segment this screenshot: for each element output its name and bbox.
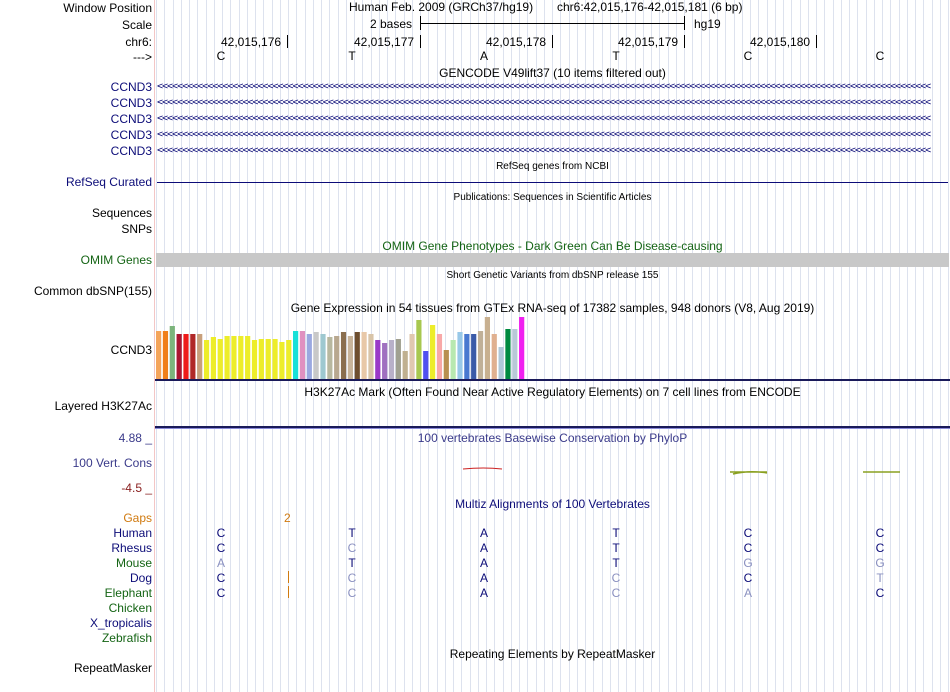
species-label[interactable]: Elephant — [104, 586, 152, 600]
scale-bar-text: 2 bases — [370, 17, 413, 31]
gencode-item-label[interactable]: CCND3 — [110, 144, 152, 158]
position-text[interactable]: chr6:42,015,176-42,015,181 (6 bp) — [557, 0, 743, 14]
alignment-base: T — [612, 556, 620, 570]
alignment-base: T — [612, 526, 620, 540]
species-label[interactable]: Dog — [129, 571, 152, 585]
gtex-track-title[interactable]: Gene Expression in 54 tissues from GTEx RNA-seq of 17382 samples, 948 donors (V8, Aug 2019) — [290, 301, 815, 315]
gtex-tissue-bar[interactable] — [389, 340, 394, 379]
gtex-tissue-bar[interactable] — [238, 336, 243, 379]
coordinate-label: 42,015,176 — [221, 35, 282, 49]
coordinate-label: 42,015,180 — [750, 35, 811, 49]
gtex-tissue-bar[interactable] — [499, 347, 504, 379]
omim-track-title[interactable]: OMIM Gene Phenotypes - Dark Green Can Be Disease-causing — [382, 239, 723, 253]
cons-peak-positive — [463, 468, 502, 469]
window-position-label: Window Position — [63, 1, 152, 15]
gtex-tissue-bar[interactable] — [444, 350, 449, 379]
reference-base: A — [479, 49, 489, 63]
alignment-base: C — [875, 541, 885, 555]
cons-track-label[interactable]: 100 Vert. Cons — [72, 456, 152, 470]
alignment-base: A — [479, 586, 489, 600]
gtex-tissue-bar[interactable] — [272, 339, 277, 379]
alignment-base: G — [743, 556, 753, 570]
alignment-base: C — [216, 526, 226, 540]
gtex-tissue-bar[interactable] — [492, 334, 497, 379]
gtex-tissue-bar[interactable] — [519, 317, 524, 379]
gtex-tissue-bar[interactable] — [478, 331, 483, 379]
species-label[interactable]: Mouse — [115, 556, 152, 570]
gtex-tissue-bar[interactable] — [430, 325, 435, 379]
gtex-tissue-bar[interactable] — [396, 339, 401, 379]
scale-bar-right-cap — [684, 16, 685, 30]
gtex-bar-chart[interactable] — [155, 312, 950, 384]
species-label[interactable]: Human — [113, 526, 152, 540]
cons-wiggle-plot[interactable] — [155, 460, 950, 480]
dbsnp-track-label[interactable]: Common dbSNP(155) — [33, 284, 152, 298]
gtex-tissue-bar[interactable] — [156, 331, 161, 379]
multiz-track-title[interactable]: Multiz Alignments of 100 Vertebrates — [455, 497, 650, 511]
gtex-tissue-bar[interactable] — [409, 334, 414, 379]
coordinate-tick — [684, 35, 685, 48]
omim-gene-bar[interactable] — [156, 253, 949, 267]
gtex-tissue-bar[interactable] — [403, 351, 408, 379]
alignment-base: C — [743, 541, 753, 555]
alignment-base: T — [348, 526, 356, 540]
assembly-text: Human Feb. 2009 (GRCh37/hg19) — [349, 0, 534, 14]
scale-label: Scale — [121, 18, 152, 32]
gtex-tissue-bar[interactable] — [341, 332, 346, 379]
cons-max-label: 4.88 _ — [118, 431, 152, 445]
reference-base: T — [348, 49, 356, 63]
gtex-tissue-bar[interactable] — [293, 331, 298, 379]
alignment-base: C — [216, 571, 226, 585]
coordinate-label: 42,015,179 — [618, 35, 679, 49]
refseq-track-label[interactable]: RefSeq Curated — [65, 175, 152, 189]
gtex-baseline — [155, 379, 950, 381]
gtex-tissue-bar[interactable] — [225, 336, 230, 379]
gtex-track-label[interactable]: CCND3 — [110, 343, 152, 357]
publications-label-line1[interactable]: Sequences — [91, 206, 152, 220]
gtex-tissue-bar[interactable] — [368, 334, 373, 379]
gtex-tissue-bar[interactable] — [314, 332, 319, 379]
species-label[interactable]: Rhesus — [111, 541, 152, 555]
gencode-transcript-line[interactable]: <<<<<<<<<<<<<<<<<<<<<<<<<<<<<<<<<<<<<<<<<<<<<<<<<<<<<<<<<<<<<<<<<<<<<<<<<<<<<<<<<<<<<<<<<<<<<<<<<<<<<<<<<<<<<<<<<<<<<<<<<<<<<<<<<<<<<<<<<<<<<<<<<<<<<<<<<< — [157, 145, 931, 156]
gtex-tissue-bar[interactable] — [505, 329, 510, 379]
gtex-tissue-bar[interactable] — [382, 343, 387, 379]
gaps-label: Gaps — [123, 511, 152, 525]
coordinate-tick — [816, 35, 817, 48]
refseq-gene-line[interactable] — [157, 182, 948, 183]
gtex-tissue-bar[interactable] — [348, 336, 353, 379]
strand-arrow-label: ---> — [133, 50, 152, 64]
species-label[interactable]: Chicken — [108, 601, 152, 615]
gencode-transcript-line[interactable]: <<<<<<<<<<<<<<<<<<<<<<<<<<<<<<<<<<<<<<<<<<<<<<<<<<<<<<<<<<<<<<<<<<<<<<<<<<<<<<<<<<<<<<<<<<<<<<<<<<<<<<<<<<<<<<<<<<<<<<<<<<<<<<<<<<<<<<<<<<<<<<<<<<<<<<<<<< — [157, 113, 931, 124]
gencode-transcript-line[interactable]: <<<<<<<<<<<<<<<<<<<<<<<<<<<<<<<<<<<<<<<<<<<<<<<<<<<<<<<<<<<<<<<<<<<<<<<<<<<<<<<<<<<<<<<<<<<<<<<<<<<<<<<<<<<<<<<<<<<<<<<<<<<<<<<<<<<<<<<<<<<<<<<<<<<<<<<<<< — [157, 97, 931, 108]
refseq-track-title[interactable]: RefSeq genes from NCBI — [496, 161, 609, 172]
coordinate-label: 42,015,178 — [486, 35, 547, 49]
gencode-transcript-line[interactable]: <<<<<<<<<<<<<<<<<<<<<<<<<<<<<<<<<<<<<<<<<<<<<<<<<<<<<<<<<<<<<<<<<<<<<<<<<<<<<<<<<<<<<<<<<<<<<<<<<<<<<<<<<<<<<<<<<<<<<<<<<<<<<<<<<<<<<<<<<<<<<<<<<<<<<<<<<< — [157, 129, 931, 140]
gap-marker-elephant — [288, 586, 289, 598]
chromosome-label: chr6: — [125, 35, 152, 49]
gtex-tissue-bar[interactable] — [485, 317, 490, 379]
gtex-tissue-bar[interactable] — [327, 337, 332, 379]
publications-track-title[interactable]: Publications: Sequences in Scientific Articles — [453, 192, 652, 203]
gtex-tissue-bar[interactable] — [204, 340, 209, 379]
reference-base: C — [216, 49, 226, 63]
alignment-base: A — [479, 526, 489, 540]
alignment-base: A — [479, 571, 489, 585]
alignment-base: A — [479, 556, 489, 570]
scale-bar — [420, 23, 684, 24]
gtex-tissue-bar[interactable] — [279, 342, 284, 379]
gencode-item-label[interactable]: CCND3 — [110, 128, 152, 142]
gtex-tissue-bar[interactable] — [307, 334, 312, 379]
gencode-item-label[interactable]: CCND3 — [110, 80, 152, 94]
alignment-base: C — [347, 541, 357, 555]
alignment-base: T — [876, 571, 884, 585]
gencode-track-title[interactable]: GENCODE V49lift37 (10 items filtered out) — [439, 66, 666, 80]
rmsk-track-title[interactable]: Repeating Elements by RepeatMasker — [449, 647, 656, 661]
alignment-base: C — [347, 586, 357, 600]
gtex-tissue-bar[interactable] — [471, 334, 476, 379]
gtex-tissue-bar[interactable] — [190, 334, 195, 379]
alignment-base: G — [875, 556, 885, 570]
omim-track-label[interactable]: OMIM Genes — [80, 253, 152, 267]
gtex-tissue-bar[interactable] — [177, 334, 182, 379]
alignment-base: T — [348, 556, 356, 570]
gencode-transcript-line[interactable]: <<<<<<<<<<<<<<<<<<<<<<<<<<<<<<<<<<<<<<<<<<<<<<<<<<<<<<<<<<<<<<<<<<<<<<<<<<<<<<<<<<<<<<<<<<<<<<<<<<<<<<<<<<<<<<<<<<<<<<<<<<<<<<<<<<<<<<<<<<<<<<<<<<<<<<<<<< — [157, 81, 931, 92]
h3k27ac-track-title[interactable]: H3K27Ac Mark (Often Found Near Active Regulatory Elements) on 7 cell lines from ENCODE — [304, 385, 801, 399]
alignment-base: C — [875, 586, 885, 600]
gtex-tissue-bar[interactable] — [457, 332, 462, 379]
gtex-tissue-bar[interactable] — [512, 329, 517, 379]
gtex-tissue-bar[interactable] — [266, 339, 271, 379]
gtex-tissue-bar[interactable] — [362, 332, 367, 379]
gtex-tissue-bar[interactable] — [231, 336, 236, 379]
gtex-tissue-bar[interactable] — [451, 340, 456, 379]
gtex-tissue-bar[interactable] — [437, 334, 442, 379]
gap-marker-dog — [288, 571, 289, 583]
rmsk-track-label[interactable]: RepeatMasker — [73, 661, 152, 675]
alignment-base: C — [611, 586, 621, 600]
h3k27ac-signal-edge — [155, 428, 950, 429]
alignment-base: A — [479, 541, 489, 555]
gtex-tissue-bar[interactable] — [245, 336, 250, 379]
dbsnp-track-title[interactable]: Short Genetic Variants from dbSNP release 155 — [446, 270, 659, 281]
alignment-base: T — [612, 541, 620, 555]
db-text: hg19 — [694, 17, 721, 31]
gtex-tissue-bar[interactable] — [416, 320, 421, 379]
gtex-tissue-bar[interactable] — [252, 340, 257, 379]
gaps-value: 2 — [284, 511, 291, 525]
alignment-base: C — [216, 541, 226, 555]
gtex-tissue-bar[interactable] — [197, 334, 202, 379]
coordinate-tick — [420, 35, 421, 48]
reference-base: T — [612, 49, 620, 63]
publications-label-line2[interactable]: SNPs — [121, 222, 152, 236]
gtex-tissue-bar[interactable] — [300, 331, 305, 379]
gtex-tissue-bar[interactable] — [334, 336, 339, 379]
alignment-base: C — [743, 526, 753, 540]
reference-base: C — [743, 49, 753, 63]
gtex-tissue-bar[interactable] — [286, 340, 291, 379]
alignment-base: C — [611, 571, 621, 585]
cons-min-label: -4.5 _ — [121, 481, 152, 495]
alignment-base: C — [743, 571, 753, 585]
gtex-tissue-bar[interactable] — [259, 339, 264, 379]
reference-base: C — [875, 49, 885, 63]
gtex-tissue-bar[interactable] — [423, 351, 428, 379]
coordinate-tick — [287, 35, 288, 48]
gencode-item-label[interactable]: CCND3 — [110, 112, 152, 126]
species-label[interactable]: X_tropicalis — [89, 616, 152, 630]
gtex-tissue-bar[interactable] — [355, 332, 360, 379]
cons-peak-negative-1 — [730, 472, 767, 474]
alignment-base: C — [875, 526, 885, 540]
gencode-item-label[interactable]: CCND3 — [110, 96, 152, 110]
alignment-base: A — [216, 556, 226, 570]
h3k27ac-track-label[interactable]: Layered H3K27Ac — [54, 399, 152, 413]
gtex-tissue-bar[interactable] — [211, 337, 216, 379]
gtex-tissue-bar[interactable] — [375, 340, 380, 379]
gtex-tissue-bar[interactable] — [183, 334, 188, 379]
gtex-tissue-bar[interactable] — [163, 331, 168, 379]
coordinate-tick — [552, 35, 553, 48]
alignment-base: A — [743, 586, 753, 600]
gtex-tissue-bar[interactable] — [464, 334, 469, 379]
coordinate-label: 42,015,177 — [354, 35, 415, 49]
gtex-tissue-bar[interactable] — [218, 339, 223, 379]
cons-track-title[interactable]: 100 vertebrates Basewise Conservation by PhyloP — [417, 431, 688, 445]
alignment-base: C — [216, 586, 226, 600]
alignment-base: C — [347, 571, 357, 585]
species-label[interactable]: Zebrafish — [101, 631, 152, 645]
gtex-tissue-bar[interactable] — [170, 326, 175, 379]
gtex-tissue-bar[interactable] — [320, 334, 325, 379]
